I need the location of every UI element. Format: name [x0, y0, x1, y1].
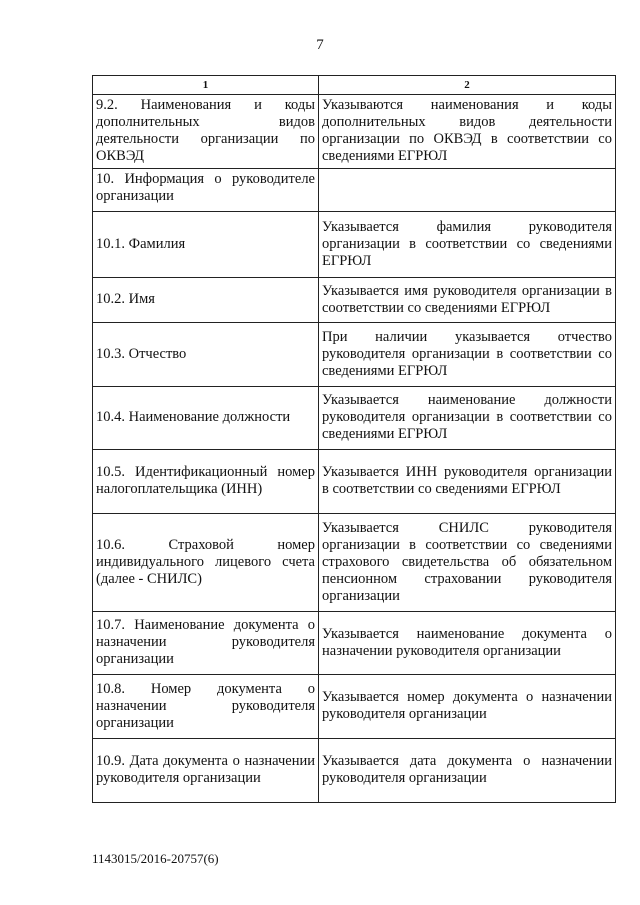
table-header-row — [93, 76, 616, 95]
description-cell: Указывается имя руководителя организации в соответствии со сведениями ЕГРЮЛ — [319, 278, 616, 323]
field-cell: 10.4. Наименование должности — [93, 387, 319, 450]
table-row — [93, 514, 616, 612]
description-cell: Указывается фамилия руководителя организации в соответствии со сведениями ЕГРЮЛ — [319, 212, 616, 278]
description-cell — [319, 169, 616, 212]
table-row — [93, 169, 616, 212]
table-row — [93, 450, 616, 514]
table-row — [93, 612, 616, 675]
table-row — [93, 323, 616, 387]
document-code: 1143015/2016-20757(6) — [92, 851, 219, 866]
field-cell: 10.7. Наименование документа о назначении руководителя организации — [93, 612, 319, 675]
field-cell: 10. Информация о руководителе организации — [93, 169, 319, 212]
table-row — [93, 278, 616, 323]
table-row — [93, 212, 616, 278]
field-cell: 9.2. Наименования и коды дополнительных видов деятельности организации по ОКВЭД — [93, 95, 319, 169]
description-cell: Указывается СНИЛС руководителя организации в соответствии со сведениями страхового свидетельства об обязательном пенсионном страховании руководителя организации — [319, 514, 616, 612]
field-cell: 10.5. Идентификационный номер налогоплательщика (ИНН) — [93, 450, 319, 514]
description-cell: Указываются наименования и коды дополнительных видов деятельности организации по ОКВЭД в соответствии со сведениями ЕГРЮЛ — [319, 95, 616, 169]
requirements-table — [92, 75, 616, 803]
description-cell: При наличии указывается отчество руководителя организации в соответствии со сведениями ЕГРЮЛ — [319, 323, 616, 387]
page-number: 7 — [316, 37, 324, 53]
field-cell: 10.1. Фамилия — [93, 212, 319, 278]
field-cell: 10.9. Дата документа о назначении руководителя организации — [93, 739, 319, 803]
field-cell: 10.8. Номер документа о назначении руководителя организации — [93, 675, 319, 739]
table-row — [93, 739, 616, 803]
description-cell: Указывается номер документа о назначении руководителя организации — [319, 675, 616, 739]
field-cell: 10.2. Имя — [93, 278, 319, 323]
table-row — [93, 387, 616, 450]
field-cell: 10.6. Страховой номер индивидуального лицевого счета (далее - СНИЛС) — [93, 514, 319, 612]
column-header-2: 2 — [319, 76, 616, 95]
column-header-1: 1 — [93, 76, 319, 95]
table-row — [93, 675, 616, 739]
description-cell: Указывается дата документа о назначении руководителя организации — [319, 739, 616, 803]
table-row — [93, 95, 616, 169]
field-cell: 10.3. Отчество — [93, 323, 319, 387]
description-cell: Указывается наименование должности руководителя организации в соответствии со сведениями ЕГРЮЛ — [319, 387, 616, 450]
description-cell: Указывается наименование документа о назначении руководителя организации — [319, 612, 616, 675]
description-cell: Указывается ИНН руководителя организации в соответствии со сведениями ЕГРЮЛ — [319, 450, 616, 514]
